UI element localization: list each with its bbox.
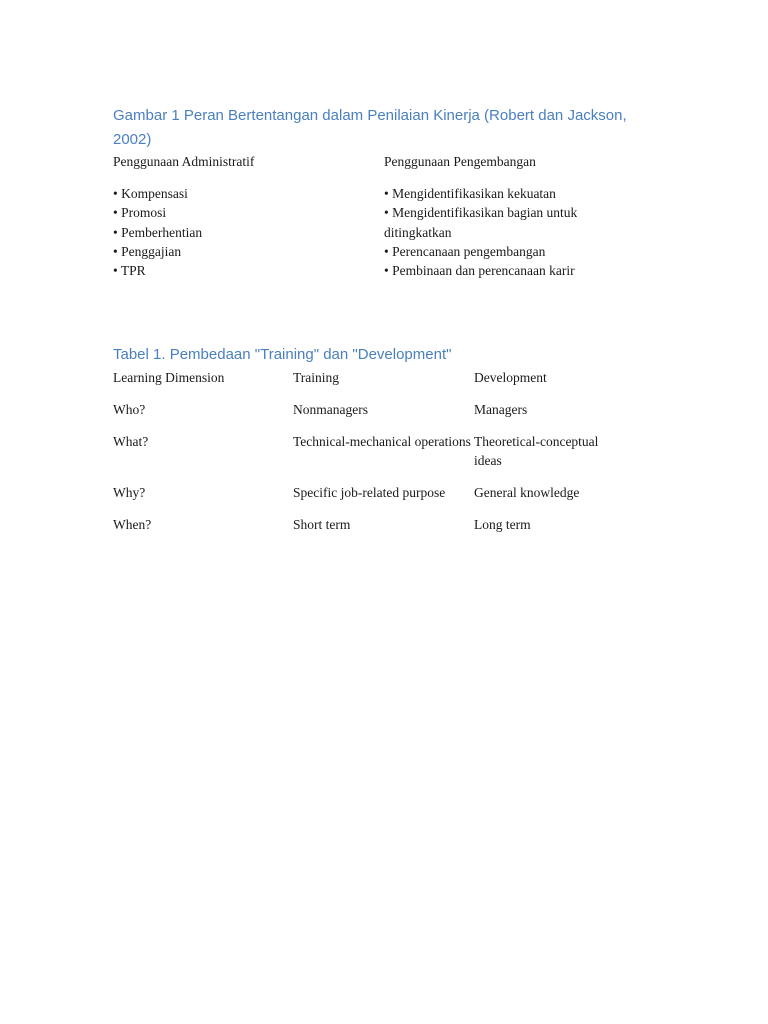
list-item: • Perencanaan pengembangan	[384, 243, 546, 259]
table-cell: Short term	[293, 517, 351, 532]
table-row	[113, 515, 673, 534]
table-cell: What?	[113, 434, 149, 449]
list-item: • Pemberhentian	[113, 224, 203, 240]
table-cell: Why?	[113, 485, 146, 500]
development-use-list	[384, 184, 624, 280]
list-item: • Kompensasi	[113, 186, 188, 201]
table-cell: Specific job-related purpose	[293, 485, 446, 500]
development-use-column	[384, 152, 624, 280]
table-row	[113, 432, 673, 470]
header-cell: Learning Dimension	[113, 370, 225, 385]
administrative-use-column	[113, 152, 363, 280]
table-cell: General knowledge	[474, 485, 580, 500]
list-item: • Mengidentifikasikan kekuatan	[384, 186, 556, 201]
list-item: • Promosi	[113, 205, 167, 221]
table-header-row	[113, 368, 673, 387]
header-cell: Development	[474, 370, 547, 385]
table-row	[113, 483, 673, 502]
header-cell: Training	[293, 370, 340, 385]
table-row	[113, 400, 673, 419]
list-item: • Penggajian	[113, 243, 182, 259]
administrative-use-title: Penggunaan Administratif	[113, 154, 255, 169]
figure-title: Gambar 1 Peran Bertentangan dalam Penilaian Kinerja (Robert dan Jackson, 2002)	[113, 107, 627, 148]
list-item: • TPR	[113, 263, 146, 279]
development-use-title: Penggunaan Pengembangan	[384, 154, 536, 169]
table-cell: Theoretical-conceptual ideas	[474, 434, 599, 468]
table-cell: Who?	[113, 402, 146, 417]
table-cell: When?	[113, 517, 152, 532]
list-item: • Pembinaan dan perencanaan karir	[384, 263, 575, 279]
training-development-table	[113, 368, 673, 547]
table-cell: Technical-mechanical operations	[293, 434, 471, 449]
table-cell: Managers	[474, 402, 528, 417]
table-cell: Long term	[474, 517, 531, 532]
table-cell: Nonmanagers	[293, 402, 368, 417]
administrative-use-list	[113, 184, 363, 280]
list-item: • Mengidentifikasikan bagian untuk ditingkatkan	[384, 205, 578, 240]
table-title: Tabel 1. Pembedaan "Training" dan "Development"	[113, 346, 452, 363]
